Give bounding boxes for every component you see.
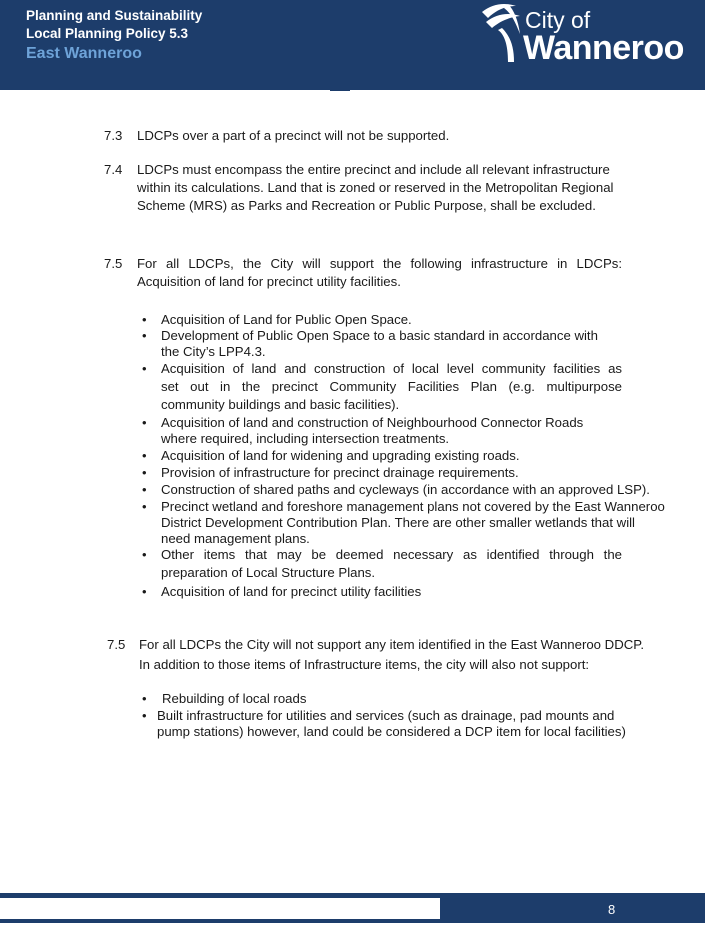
header-title-block: [26, 7, 202, 64]
list-item: Acquisition of land for precinct utility facilities: [161, 584, 422, 599]
section-number-7-4: 7.4: [104, 162, 123, 177]
list-item-continuation: District Development Contribution Plan. There are other smaller wetlands that will: [161, 515, 635, 530]
list-item: Other items that may be deemed necessary as identified through the: [161, 547, 622, 562]
bullet-marker: •: [142, 691, 147, 706]
list-item: Acquisition of land and construction of Neighbourhood Connector Roads: [161, 415, 584, 430]
list-item-continuation: pump stations) however, land could be considered a DCP item for local facilities): [157, 724, 626, 739]
header-department: Planning and Sustainability: [26, 8, 203, 23]
page-number: 8: [608, 902, 616, 917]
list-item: Acquisition of Land for Public Open Space.: [161, 312, 412, 327]
list-item: Rebuilding of local roads: [162, 691, 307, 706]
list-item: Provision of infrastructure for precinct drainage requirements.: [161, 465, 519, 480]
list-item: Construction of shared paths and cycleways (in accordance with an approved LSP).: [161, 482, 650, 497]
bullet-marker: •: [142, 448, 147, 463]
bullet-marker: •: [142, 312, 147, 327]
list-item-continuation: need management plans.: [161, 531, 310, 546]
bullet-marker: •: [142, 465, 147, 480]
list-item-continuation: the City’s LPP4.3.: [161, 344, 266, 359]
logo-city-of-text: City of: [525, 7, 591, 33]
bullet-marker: •: [142, 584, 147, 599]
bullet-marker: •: [142, 361, 147, 376]
list-item-continuation: where required, including intersection treatments.: [161, 431, 450, 446]
section-7-4-line: within its calculations. Land that is zoned or reserved in the Metropolitan Regional: [137, 180, 614, 195]
list-item: Acquisition of land and construction of local level community facilities as: [161, 361, 622, 376]
list-item-continuation: preparation of Local Structure Plans.: [161, 565, 376, 580]
bullet-marker: •: [142, 482, 147, 497]
list-item: Acquisition of land for widening and upgrading existing roads.: [161, 448, 520, 463]
bullet-marker: •: [142, 328, 147, 343]
section-7-5-intro-line: Acquisition of land for precinct utility facilities.: [137, 274, 401, 289]
bullet-marker: •: [142, 499, 147, 514]
footer-white-band: [0, 898, 440, 919]
header-policy-name: Local Planning Policy 5.3: [26, 26, 189, 41]
section-number-7-5-second: 7.5: [107, 637, 126, 652]
bullet-marker: •: [142, 415, 147, 430]
list-item: Development of Public Open Space to a basic standard in accordance with: [161, 328, 598, 343]
section-number-7-3: 7.3: [104, 128, 123, 143]
section-7-5-second-line: In addition to those items of Infrastructure items, the city will also not support:: [139, 657, 590, 672]
list-item: Precinct wetland and foreshore management plans not covered by the East Wanneroo: [161, 499, 665, 514]
section-7-5-second-line: For all LDCPs the City will not support any item identified in the East Wanneroo DDCP.: [139, 637, 645, 652]
list-item: Built infrastructure for utilities and services (such as drainage, pad mounts and: [157, 708, 615, 723]
list-item-continuation: set out in the precinct Community Facilities Plan (e.g. multipurpose: [161, 379, 622, 394]
list-item-continuation: community buildings and basic facilities).: [161, 397, 400, 412]
bullet-marker: •: [142, 547, 147, 562]
bullet-marker: •: [142, 708, 147, 723]
header-notch: [330, 88, 350, 91]
section-7-5-intro-line: For all LDCPs, the City will support the following infrastructure in LDCPs:: [137, 256, 622, 271]
section-number-7-5: 7.5: [104, 256, 123, 271]
section-7-4-line: LDCPs must encompass the entire precinct and include all relevant infrastructure: [137, 162, 610, 177]
logo-wanneroo-text: Wanneroo: [523, 29, 684, 67]
section-7-3-text: LDCPs over a part of a precinct will not be supported.: [137, 128, 450, 143]
header-area-name: East Wanneroo: [26, 45, 142, 62]
section-7-4-line: Scheme (MRS) as Parks and Recreation or Public Purpose, shall be excluded.: [137, 198, 596, 213]
city-of-wanneroo-logo: [478, 0, 698, 70]
